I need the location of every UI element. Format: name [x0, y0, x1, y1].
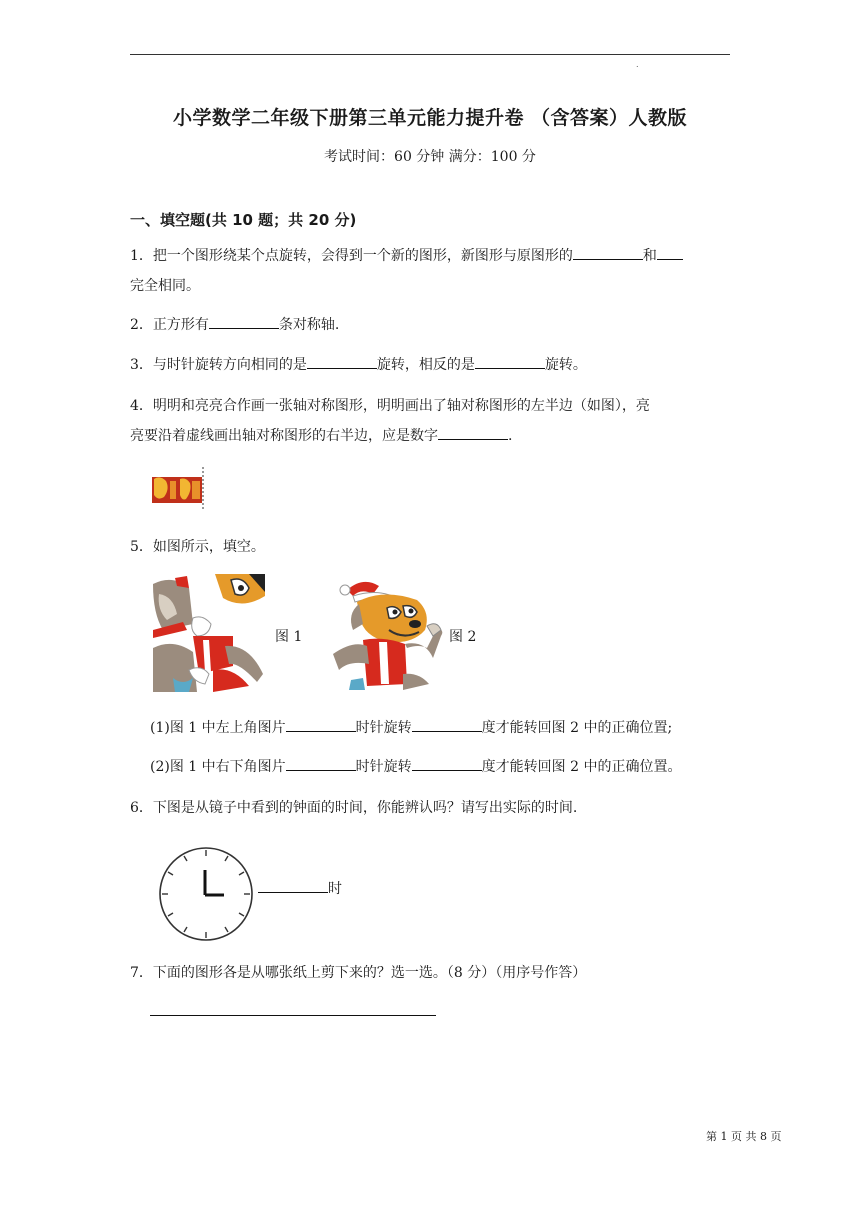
q3-text-b: 旋转，相反的是 — [376, 357, 475, 373]
question-2 — [130, 314, 339, 334]
figure-2-label: 图 2 — [449, 629, 477, 645]
q1-line-2: 完全相同。 — [130, 278, 200, 294]
q2-text-a: 2．正方形有 — [130, 317, 209, 333]
q1-blank-1[interactable] — [573, 245, 643, 260]
page-number: 第 1 页 共 8 页 — [706, 1130, 782, 1143]
header-dot: . — [636, 60, 639, 69]
q2-text-b: 条对称轴. — [278, 317, 340, 333]
mirrored-clock-face — [158, 846, 254, 942]
q5-sub1-text-a: (1)图 1 中左上角图片 — [150, 720, 286, 736]
q6-blank[interactable] — [258, 878, 328, 893]
header-rule — [130, 54, 730, 55]
question-5-sub-1 — [150, 717, 672, 737]
question-4-line-1: 4．明明和亮亮合作画一张轴对称图形，明明画出了轴对称图形的左半边（如图），亮 — [130, 398, 650, 414]
question-6: 6．下图是从镜子中看到的钟面的时间，你能辨认吗？请写出实际的时间. — [130, 800, 578, 816]
figure-1-label: 图 1 — [275, 629, 303, 645]
q5-sub1-blank-1[interactable] — [286, 717, 356, 732]
q3-text-c: 旋转。 — [544, 357, 587, 373]
q3-blank-1[interactable] — [307, 354, 377, 369]
figure-1-scrambled-cartoon — [153, 574, 267, 692]
q7-answer-line[interactable] — [150, 1015, 436, 1016]
q5-sub2-text-a: (2)图 1 中右下角图片 — [150, 759, 286, 775]
question-6-answer — [258, 878, 342, 898]
question-5-sub-2 — [150, 756, 681, 776]
q4-text-b: . — [508, 428, 513, 444]
q4-blank[interactable] — [438, 425, 508, 440]
half-shape-image — [150, 465, 210, 511]
q5-sub1-text-b: 时针旋转 — [355, 720, 412, 736]
page-title: 小学数学二年级下册第三单元能力提升卷 （含答案）人教版 — [172, 107, 688, 129]
question-3 — [130, 354, 587, 374]
q5-sub2-blank-1[interactable] — [286, 756, 356, 771]
q5-sub2-blank-2[interactable] — [412, 756, 482, 771]
q5-sub2-text-b: 时针旋转 — [355, 759, 412, 775]
figure-2-cartoon — [333, 574, 443, 690]
q5-sub2-text-c: 度才能转回图 2 中的正确位置。 — [481, 759, 682, 775]
q4-text-a: 亮要沿着虚线画出轴对称图形的右半边，应是数字 — [130, 428, 438, 444]
question-7: 7．下面的图形各是从哪张纸上剪下来的？选一选。（8 分）（用序号作答） — [130, 965, 587, 981]
question-5: 5．如图所示，填空。 — [130, 539, 265, 555]
q5-sub1-blank-2[interactable] — [412, 717, 482, 732]
question-1 — [130, 245, 683, 265]
q5-sub1-text-c: 度才能转回图 2 中的正确位置; — [481, 720, 673, 736]
q2-blank[interactable] — [209, 314, 279, 329]
q1-text-b: 和 — [642, 248, 657, 264]
q1-blank-2[interactable] — [657, 245, 683, 260]
question-4-line-2 — [130, 425, 512, 445]
q6-unit: 时 — [328, 881, 342, 897]
q3-text-a: 3．与时针旋转方向相同的是 — [130, 357, 307, 373]
exam-info: 考试时间：60 分钟 满分：100 分 — [324, 149, 536, 165]
q3-blank-2[interactable] — [475, 354, 545, 369]
section-heading-fill-in: 一、填空题(共 10 题；共 20 分) — [130, 211, 357, 229]
q1-text-a: 1．把一个图形绕某个点旋转，会得到一个新的图形，新图形与原图形的 — [130, 248, 573, 264]
